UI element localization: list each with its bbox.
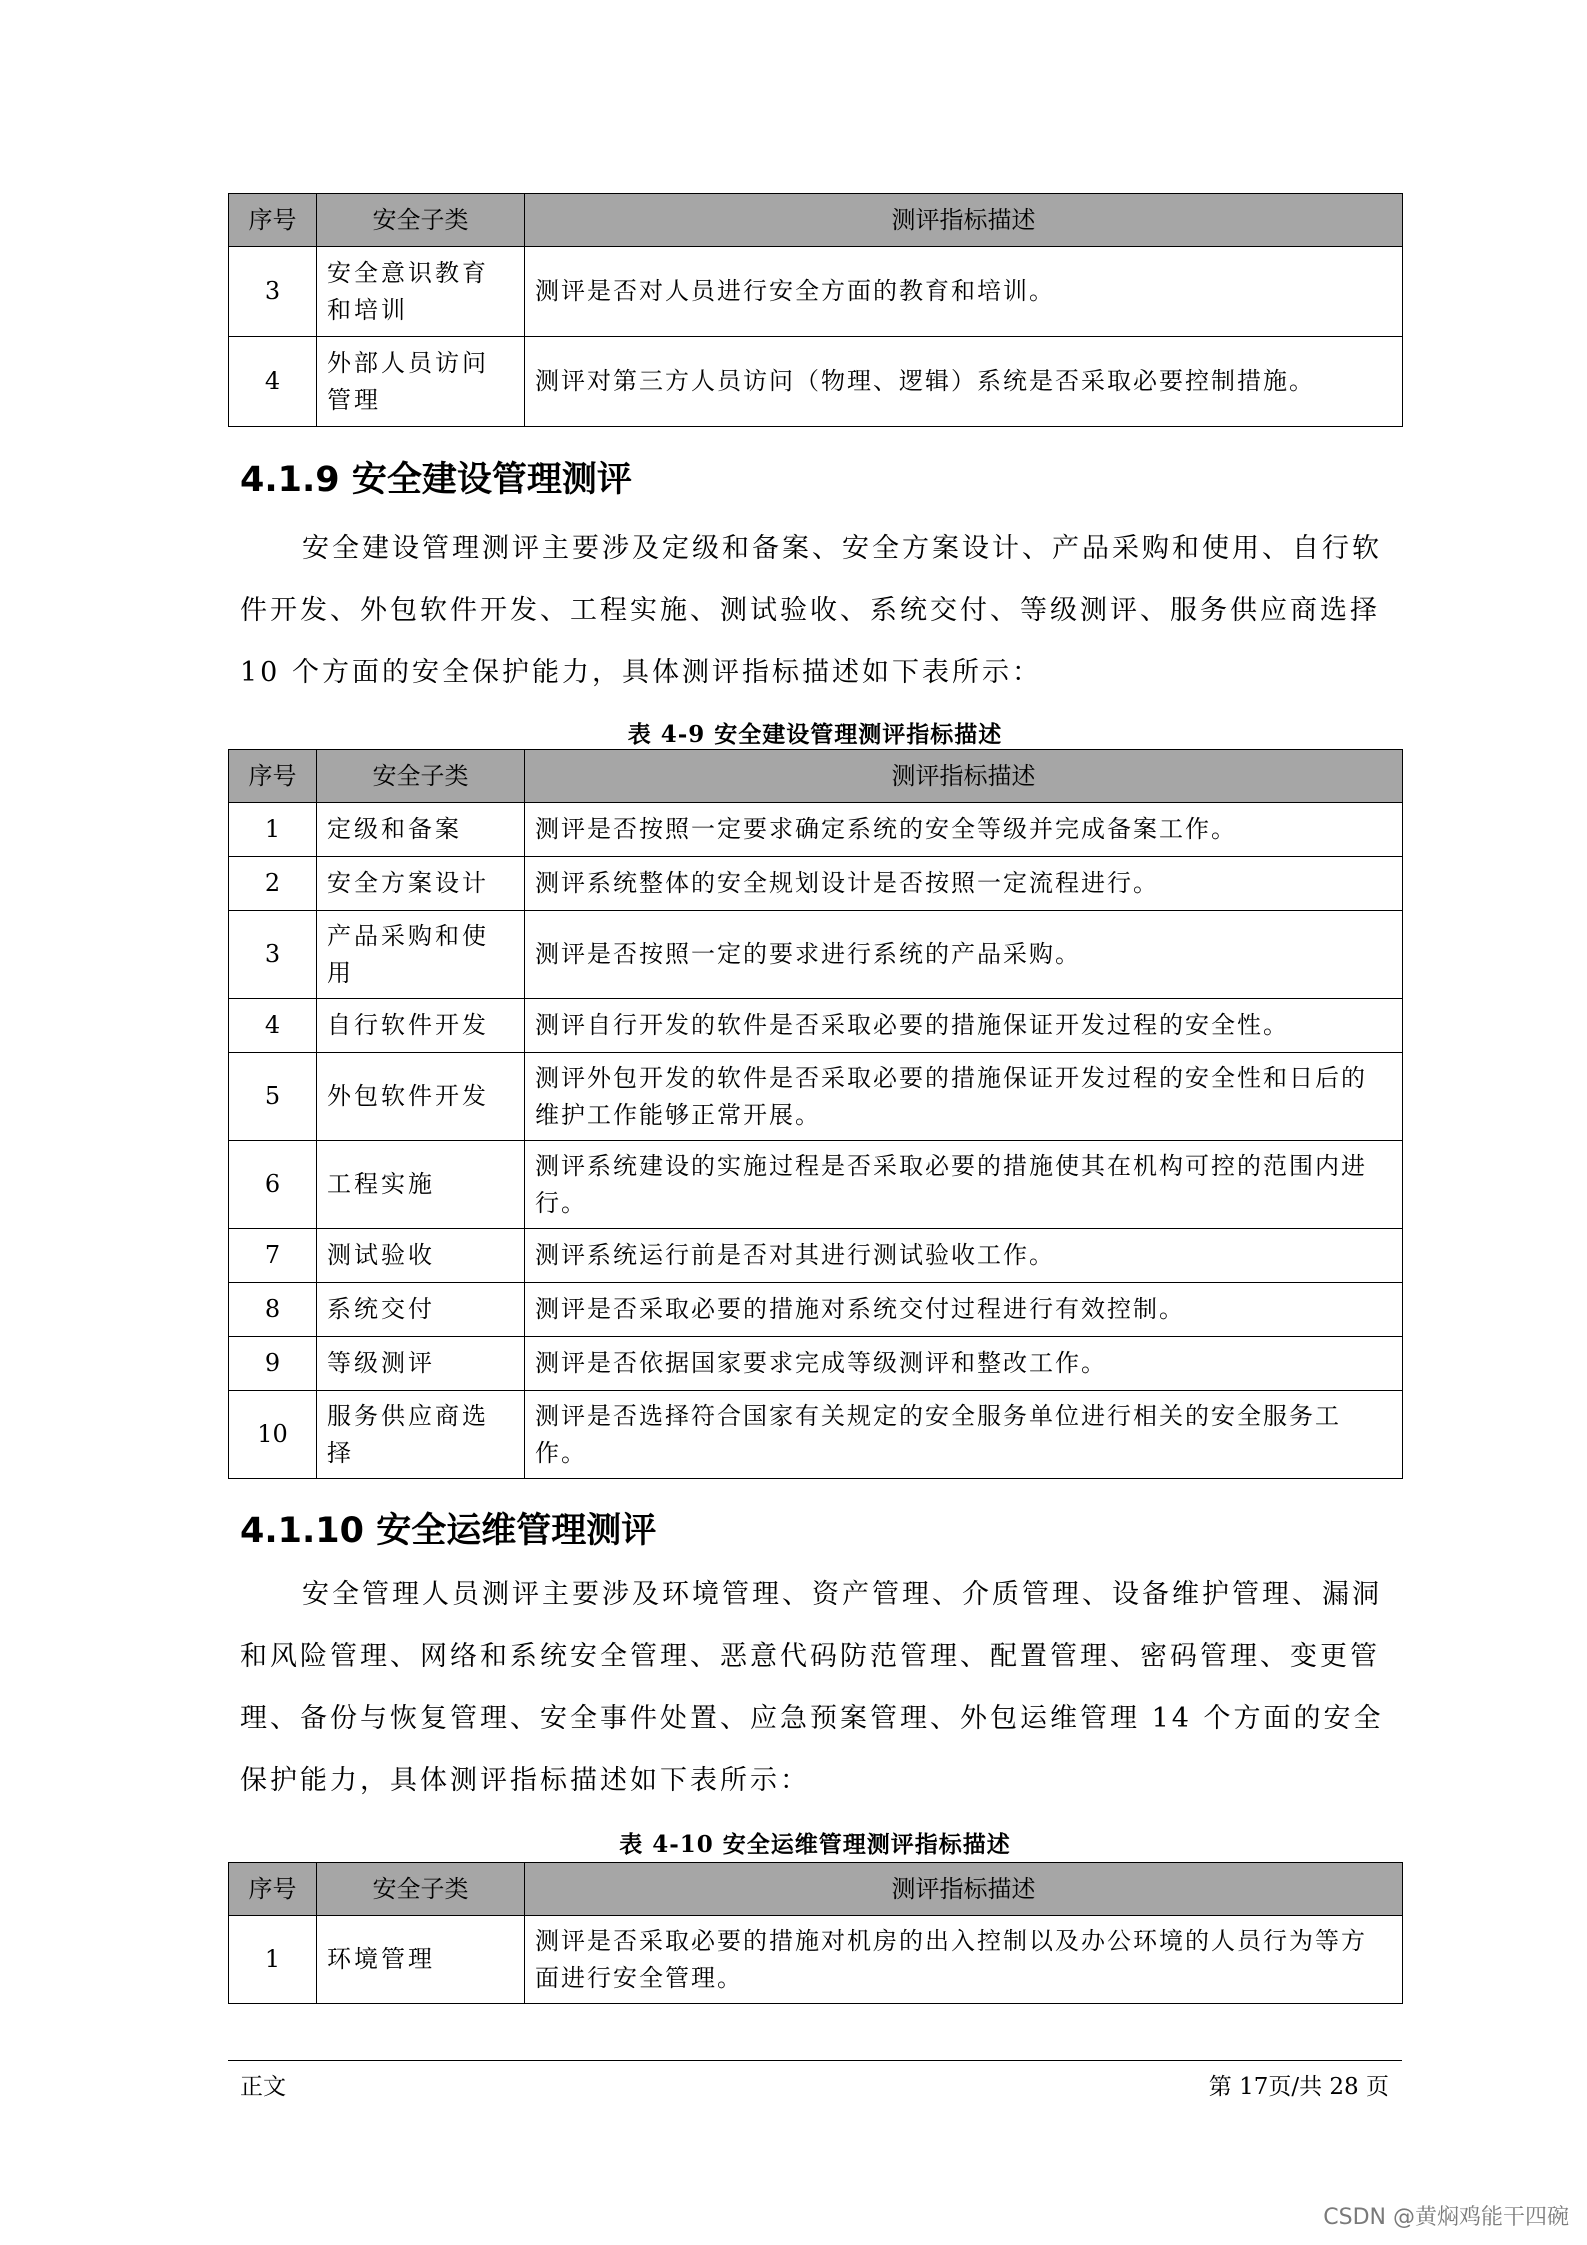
footer-divider bbox=[228, 2060, 1402, 2061]
table-row bbox=[229, 1053, 1403, 1141]
row-num: 8 bbox=[229, 1283, 317, 1337]
watermark: CSDN @黄焖鸡能干四碗 bbox=[1323, 2205, 1569, 2230]
row-num: 6 bbox=[229, 1141, 317, 1229]
row-description: 测评是否选择符合国家有关规定的安全服务单位进行相关的安全服务工作。 bbox=[525, 1391, 1403, 1479]
row-description: 测评系统整体的安全规划设计是否按照一定流程进行。 bbox=[525, 857, 1403, 911]
row-description: 测评系统建设的实施过程是否采取必要的措施使其在机构可控的范围内进行。 bbox=[525, 1141, 1403, 1229]
table-row bbox=[229, 1229, 1403, 1283]
row-description: 测评系统运行前是否对其进行测试验收工作。 bbox=[525, 1229, 1403, 1283]
header-subcategory: 安全子类 bbox=[317, 750, 525, 803]
table-row bbox=[229, 1141, 1403, 1229]
header-subcategory: 安全子类 bbox=[317, 194, 525, 247]
table-continued bbox=[228, 193, 1403, 427]
header-description: 测评指标描述 bbox=[525, 1863, 1403, 1916]
row-num: 1 bbox=[229, 1916, 317, 2004]
row-description: 测评是否按照一定的要求进行系统的产品采购。 bbox=[525, 911, 1403, 999]
row-num: 4 bbox=[229, 337, 317, 427]
row-subcategory: 安全意识教育和培训 bbox=[317, 247, 525, 337]
row-num: 3 bbox=[229, 247, 317, 337]
table-row bbox=[229, 911, 1403, 999]
footer-page-number: 第 17页/共 28 页 bbox=[1208, 2074, 1389, 2100]
table-row bbox=[229, 803, 1403, 857]
row-description: 测评是否采取必要的措施对系统交付过程进行有效控制。 bbox=[525, 1283, 1403, 1337]
row-subcategory: 测试验收 bbox=[317, 1229, 525, 1283]
row-description: 测评是否依据国家要求完成等级测评和整改工作。 bbox=[525, 1337, 1403, 1391]
row-description: 测评是否按照一定要求确定系统的安全等级并完成备案工作。 bbox=[525, 803, 1403, 857]
table-construction-management bbox=[228, 749, 1403, 1479]
header-num: 序号 bbox=[229, 1863, 317, 1916]
row-subcategory: 安全方案设计 bbox=[317, 857, 525, 911]
table-row bbox=[229, 247, 1403, 337]
row-subcategory: 产品采购和使用 bbox=[317, 911, 525, 999]
row-subcategory: 等级测评 bbox=[317, 1337, 525, 1391]
header-subcategory: 安全子类 bbox=[317, 1863, 525, 1916]
row-description: 测评是否采取必要的措施对机房的出入控制以及办公环境的人员行为等方面进行安全管理。 bbox=[525, 1916, 1403, 2004]
header-num: 序号 bbox=[229, 750, 317, 803]
row-num: 7 bbox=[229, 1229, 317, 1283]
table-row bbox=[229, 1916, 1403, 2004]
row-num: 4 bbox=[229, 999, 317, 1053]
row-num: 1 bbox=[229, 803, 317, 857]
section-heading: 4.1.9 安全建设管理测评 bbox=[240, 460, 632, 500]
footer-section-label: 正文 bbox=[240, 2074, 286, 2100]
row-subcategory: 自行软件开发 bbox=[317, 999, 525, 1053]
table-header-row bbox=[229, 194, 1403, 247]
table-row bbox=[229, 1283, 1403, 1337]
table-row bbox=[229, 337, 1403, 427]
section-paragraph: 安全建设管理测评主要涉及定级和备案、安全方案设计、产品采购和使用、自行软件开发、外包软件开发、工程实施、测试验收、系统交付、等级测评、服务供应商选择 10 个方面的安全保护能力，具体测评指标描述如下表所示： bbox=[240, 533, 1382, 688]
row-subcategory: 服务供应商选择 bbox=[317, 1391, 525, 1479]
row-subcategory: 系统交付 bbox=[317, 1283, 525, 1337]
row-num: 5 bbox=[229, 1053, 317, 1141]
row-description: 测评外包开发的软件是否采取必要的措施保证开发过程的安全性和日后的维护工作能够正常开展。 bbox=[525, 1053, 1403, 1141]
row-subcategory: 外部人员访问管理 bbox=[317, 337, 525, 427]
row-subcategory: 外包软件开发 bbox=[317, 1053, 525, 1141]
table-row bbox=[229, 1337, 1403, 1391]
row-num: 9 bbox=[229, 1337, 317, 1391]
table-row bbox=[229, 999, 1403, 1053]
table-header-row bbox=[229, 750, 1403, 803]
row-subcategory: 环境管理 bbox=[317, 1916, 525, 2004]
row-description: 测评自行开发的软件是否采取必要的措施保证开发过程的安全性。 bbox=[525, 999, 1403, 1053]
header-description: 测评指标描述 bbox=[525, 750, 1403, 803]
header-num: 序号 bbox=[229, 194, 317, 247]
table-row bbox=[229, 857, 1403, 911]
row-subcategory: 工程实施 bbox=[317, 1141, 525, 1229]
section-heading: 4.1.10 安全运维管理测评 bbox=[240, 1511, 657, 1551]
header-description: 测评指标描述 bbox=[525, 194, 1403, 247]
table-header-row bbox=[229, 1863, 1403, 1916]
row-subcategory: 定级和备案 bbox=[317, 803, 525, 857]
row-description: 测评是否对人员进行安全方面的教育和培训。 bbox=[525, 247, 1403, 337]
section-paragraph: 安全管理人员测评主要涉及环境管理、资产管理、介质管理、设备维护管理、漏洞和风险管理、网络和系统安全管理、恶意代码防范管理、配置管理、密码管理、变更管理、备份与恢复管理、安全事件处置、应急预案管理、外包运维管理 14 个方面的安全保护能力，具体测评指标描述如下表所示： bbox=[240, 1579, 1384, 1796]
row-num: 2 bbox=[229, 857, 317, 911]
row-num: 3 bbox=[229, 911, 317, 999]
table-caption: 表 4-10 安全运维管理测评指标描述 bbox=[619, 1831, 1011, 1858]
row-num: 10 bbox=[229, 1391, 317, 1479]
table-operations-management bbox=[228, 1862, 1403, 2004]
row-description: 测评对第三方人员访问（物理、逻辑）系统是否采取必要控制措施。 bbox=[525, 337, 1403, 427]
table-row bbox=[229, 1391, 1403, 1479]
table-caption: 表 4-9 安全建设管理测评指标描述 bbox=[627, 721, 1003, 748]
